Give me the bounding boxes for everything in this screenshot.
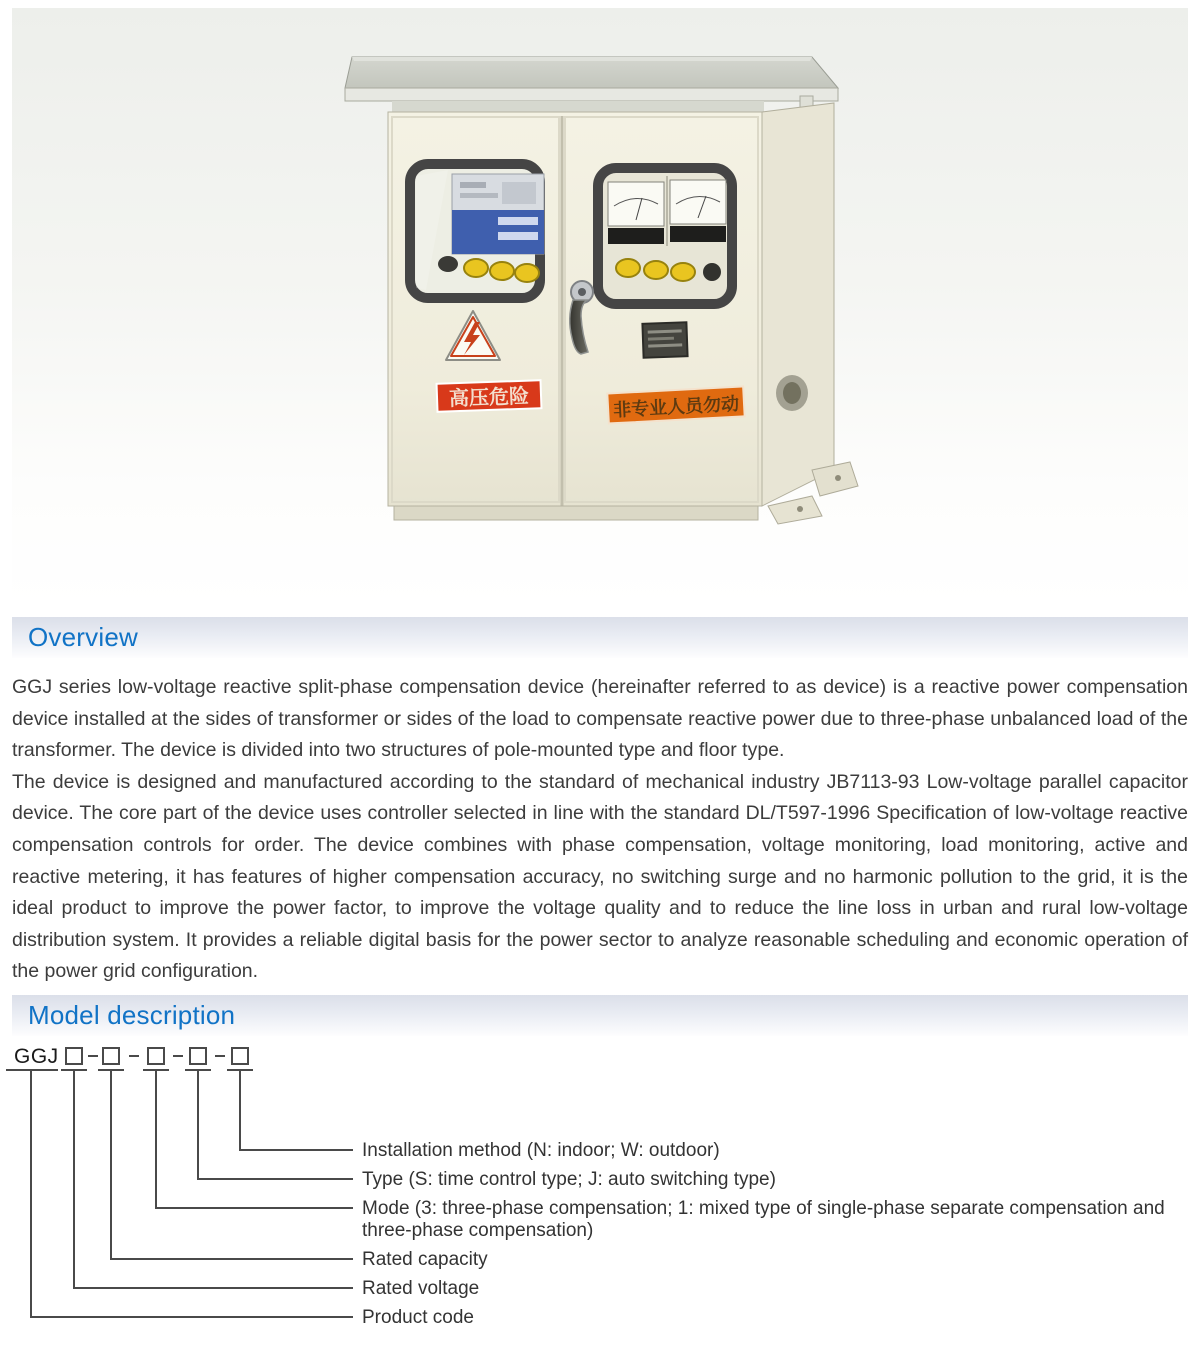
controller-unit [452, 174, 544, 254]
label-mode-line1: Mode (3: three-phase compensation; 1: mixed type of single-phase separate compensation and [362, 1198, 1165, 1219]
yellow-button [490, 262, 514, 280]
yellow-button [616, 259, 640, 277]
model-code-diagram [0, 1040, 1200, 1344]
model-code-prefix: GGJ [14, 1045, 59, 1068]
yellow-button [671, 263, 695, 281]
code-box-5 [232, 1048, 248, 1064]
dark-button [703, 263, 721, 281]
label-rated-capacity: Rated capacity [362, 1249, 488, 1270]
overview-paragraph-1: GGJ series low-voltage reactive split-phase compensation device (hereinafter referred to as device) is a reactive power compensation device installed at the sides of transformer or sides of the load to compensate reactive power due to three-phase unbalanced load of the transformer. The device is divided into two structures of pole-mounted type and floor type. [12, 676, 1188, 762]
section-header-model-description [12, 995, 1188, 1036]
code-box-3 [148, 1048, 164, 1064]
sticker-no-touch [607, 386, 744, 423]
cabinet-illustration [12, 8, 1188, 608]
section-header-overview [12, 617, 1188, 658]
diagram-connectors [31, 1070, 353, 1317]
overview-paragraph-2: The device is designed and manufactured according to the standard of mechanical industry JB7113-93 Low-voltage parallel capacitor device. The core part of the device uses controller selected in line with the standard DL/T597-1996 Specification of low-voltage reactive compensation controls for order. The device combines with phase compensation, voltage monitoring, load monitoring, active and reactive metering, it has features of higher compensation accuracy, no switching surge and no harmonic pollution to the grid, it is the ideal product to improve the power factor, to improve the voltage quality and to reduce the line loss in urban and rural low-voltage distribution system. It provides a reliable digital basis for the power sector to analyze reasonable scheduling and economic operation of the power grid configuration. [12, 770, 1188, 983]
code-box-4 [190, 1048, 206, 1064]
label-type: Type (S: time control type; J: auto switching type) [362, 1169, 776, 1190]
label-installation-method: Installation method (N: indoor; W: outdoor) [362, 1140, 720, 1161]
yellow-button [644, 261, 668, 279]
dark-button [438, 256, 458, 272]
yellow-button [515, 264, 539, 282]
label-product-code: Product code [362, 1307, 474, 1328]
meter-register [608, 228, 664, 244]
code-box-2 [103, 1048, 119, 1064]
sticker-no-touch-text: 非专业人员勿动 [612, 393, 740, 421]
sticker-high-voltage-text: 高压危险 [448, 385, 530, 411]
cabinet-plinth [394, 506, 758, 520]
label-mode-line2: three-phase compensation) [362, 1220, 594, 1241]
overview-body [12, 672, 1188, 988]
product-photo [12, 8, 1188, 608]
overview-title: Overview [28, 622, 138, 652]
left-door-window [410, 164, 544, 298]
meter-right [670, 180, 726, 242]
sticker-high-voltage [437, 380, 542, 412]
model-code-boxes [61, 1048, 253, 1070]
meter-register [670, 226, 726, 242]
cabinet-roof [345, 57, 838, 101]
right-door-window [598, 168, 732, 304]
model-description-title: Model description [28, 1000, 236, 1030]
yellow-button [464, 259, 488, 277]
code-box-1 [66, 1048, 82, 1064]
meter-left [608, 182, 664, 244]
label-rated-voltage: Rated voltage [362, 1278, 480, 1299]
nameplate [642, 322, 687, 358]
